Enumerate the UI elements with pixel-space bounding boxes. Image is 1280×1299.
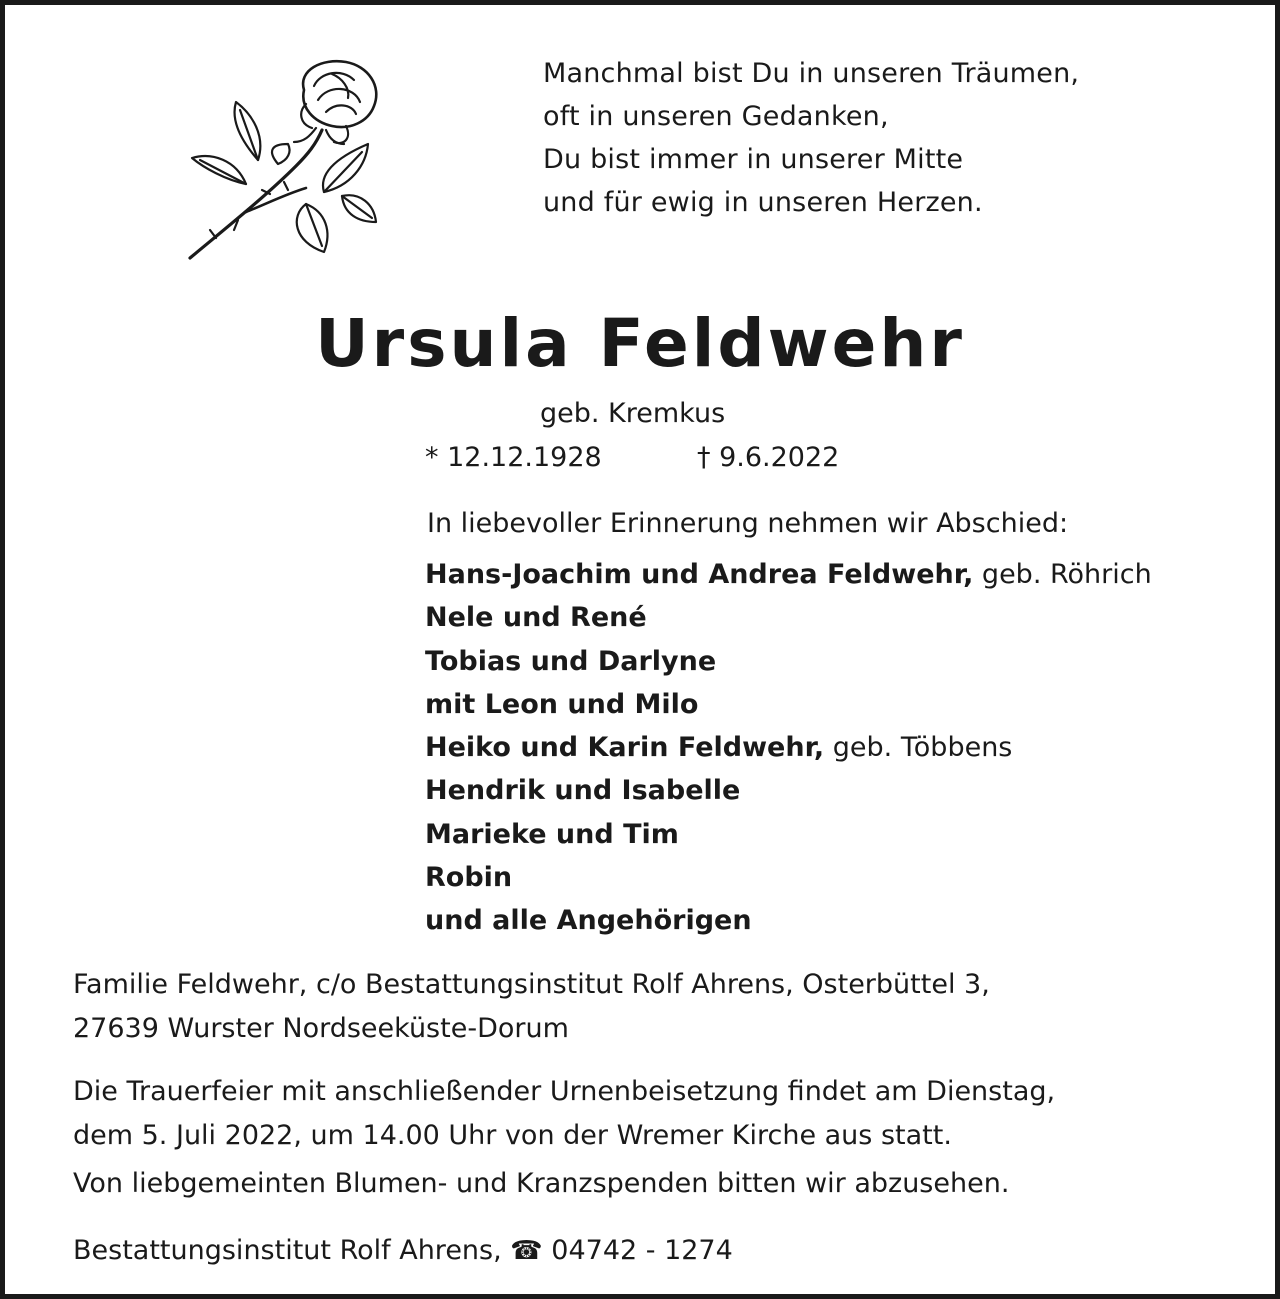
service-line: Die Trauerfeier mit anschließender Urnenbeisetzung findet am Dienstag,	[73, 1076, 1056, 1107]
mourner-line	[425, 685, 1152, 728]
mourner-line	[425, 771, 1152, 814]
family-address	[73, 963, 990, 1051]
mourner-names: Heiko und Karin Feldwehr,	[425, 732, 825, 764]
mourners-list	[425, 555, 1152, 945]
service-line: dem 5. Juli 2022, um 14.00 Uhr von der Wremer Kirche aus statt.	[73, 1120, 952, 1151]
poem-line: Manchmal bist Du in unseren Träumen,	[543, 58, 1080, 89]
deceased-name: Ursula Feldwehr	[315, 305, 965, 382]
mourner-line	[425, 901, 1152, 944]
maiden-name: geb. Kremkus	[540, 398, 726, 429]
undertaker-name: Bestattungsinstitut Rolf Ahrens,	[73, 1235, 502, 1266]
mourner-names: Hans-Joachim und Andrea Feldwehr,	[425, 559, 974, 590]
birth-date: * 12.12.1928	[425, 442, 602, 473]
mourner-names: Hendrik und Isabelle	[425, 775, 741, 807]
mourner-line	[425, 598, 1152, 641]
death-date: † 9.6.2022	[697, 442, 840, 473]
farewell-intro: In liebevoller Erinnerung nehmen wir Abschied:	[427, 508, 1069, 539]
poem-line: oft in unseren Gedanken,	[543, 101, 889, 132]
undertaker-contact	[73, 1229, 733, 1273]
mourner-maiden: geb. Többens	[824, 732, 1013, 764]
phone-icon: ☎	[510, 1236, 543, 1266]
mourner-names: und alle Angehörigen	[425, 905, 752, 937]
rose-icon	[186, 56, 382, 262]
address-line: Familie Feldwehr, c/o Bestattungsinstitut Rolf Ahrens, Osterbüttel 3,	[73, 969, 990, 1000]
mourner-line	[425, 555, 1152, 598]
mourner-line	[425, 728, 1152, 771]
mourner-maiden: geb. Röhrich	[973, 559, 1152, 590]
poem-line: und für ewig in unseren Herzen.	[543, 187, 983, 218]
mourner-names: mit Leon und Milo	[425, 688, 699, 720]
mourner-names: Robin	[425, 862, 513, 894]
flower-note-text: Von liebgemeinten Blumen- und Kranzspenden bitten wir abzusehen.	[73, 1168, 1010, 1199]
mourner-names: Tobias und Darlyne	[425, 645, 717, 677]
mourner-line	[425, 642, 1152, 685]
address-line: 27639 Wurster Nordseeküste-Dorum	[73, 1013, 569, 1044]
mourner-names: Nele und René	[425, 602, 647, 634]
poem-line: Du bist immer in unserer Mitte	[543, 144, 964, 175]
mourner-line	[425, 815, 1152, 858]
poem	[543, 52, 1079, 224]
mourner-names: Marieke und Tim	[425, 818, 679, 850]
flower-note	[73, 1162, 1009, 1206]
mourner-line	[425, 858, 1152, 901]
phone-number: 04742 - 1274	[551, 1235, 733, 1266]
funeral-service-info	[73, 1070, 1055, 1158]
